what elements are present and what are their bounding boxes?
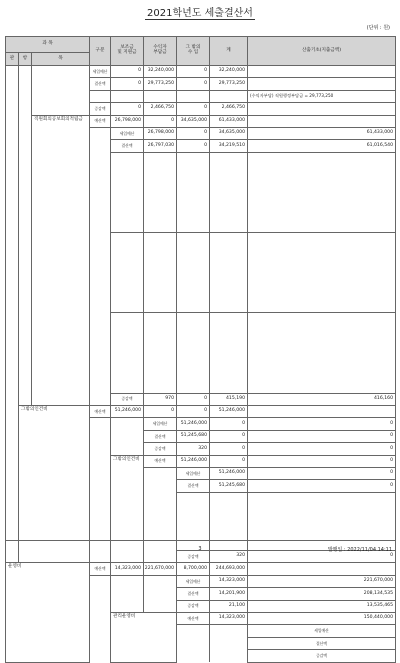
other-cell: 0 [177,406,210,418]
other-cell: 415,190 [210,393,248,405]
fee-cell: 2,466,750 [144,103,177,115]
fee-cell [177,152,210,232]
fee-cell: 0 [144,406,177,418]
fee-cell: 150,440,000 [248,613,396,625]
blank-cell [32,78,90,90]
blank-cell [90,152,111,232]
blank-cell [90,551,111,563]
other-cell: 0 [177,78,210,90]
fee-cell: 0 [177,393,210,405]
fee-cell: 0 [144,115,177,127]
other-cell: 0 [177,103,210,115]
budget-cell: 26,798,000 [144,127,177,139]
account-name: 그밖의인건비 [111,455,144,563]
blank-cell [90,430,111,442]
category-cell: 증감액 [144,443,177,455]
fee-cell: 32,240,000 [144,66,177,78]
total-cell: 244,693,000 [210,563,248,575]
category-cell [111,152,144,232]
blank-cell [90,650,111,662]
blank-cell [90,140,111,152]
blank-cell [32,103,90,115]
fee-cell: 0 [210,418,248,430]
header-gwan: 관 [6,53,19,66]
blank-cell [19,127,32,139]
blank-cell [6,418,19,430]
other-cell: 0 [248,443,396,455]
fee-cell: 0 [177,140,210,152]
category-cell: 세입예산 [177,468,210,480]
fee-cell: 0 [177,127,210,139]
category-cell: 결산액 [177,480,210,492]
other-cell [177,90,210,102]
table-row [6,406,396,418]
other-cell [210,313,248,393]
blank-cell [32,90,90,102]
category-cell [111,313,144,393]
category-cell: 세입예산 [177,575,210,587]
other-cell: 0 [177,66,210,78]
total-cell: 61,433,000 [248,127,396,139]
fee-cell: 0 [248,480,396,492]
budget-cell: 0 [111,78,144,90]
blank-cell [19,103,32,115]
basis-cell [248,406,396,418]
blank-cell [90,313,111,393]
budget-cell: 51,245,680 [210,480,248,492]
blank-cell [6,443,19,455]
basis-cell [248,115,396,127]
other-cell: 34,635,000 [177,115,210,127]
account-name: 그밖의인건비 [19,406,90,563]
blank-cell [177,650,210,662]
basis-cell [248,103,396,115]
fee-cell: 208,134,535 [248,588,396,600]
header-subject: 과 목 [6,37,90,53]
blank-cell [90,480,111,492]
blank-cell [144,480,177,492]
blank-cell [19,115,32,127]
blank-cell [144,551,177,563]
table-row [6,115,396,127]
total-cell: 61,016,540 [248,140,396,152]
blank-cell [111,575,144,587]
blank-cell [111,600,144,612]
header-other: 그 밖의 수 입 [177,37,210,66]
fee-cell [248,492,396,550]
budget-cell [144,233,177,313]
blank-cell [6,492,19,550]
blank-cell [19,78,32,90]
blank-cell [6,480,19,492]
header-hang: 항 [19,53,32,66]
budget-cell: 14,201,900 [210,588,248,600]
category-cell: 예산액 [144,455,177,467]
blank-cell [144,492,177,550]
category-cell: 세입예산 [111,127,144,139]
other-cell: 0 [248,430,396,442]
expenditure-table [5,36,396,663]
total-cell [210,90,248,102]
blank-cell [90,613,111,625]
blank-cell [111,443,144,455]
budget-cell: 0 [111,66,144,78]
other-cell: 34,219,510 [210,140,248,152]
other-cell: 0 [248,418,396,430]
total-cell [248,313,396,393]
fee-cell: 0 [248,468,396,480]
header-basis: 산출기초(지출금액) [248,37,396,66]
blank-cell [6,393,19,405]
budget-cell: 21,100 [210,600,248,612]
blank-cell [111,588,144,600]
blank-cell [6,66,19,78]
page-number: 3 [198,546,202,552]
blank-cell [19,66,32,78]
blank-cell [111,418,144,430]
blank-cell [90,393,111,405]
basis-cell: (수익자부담) 직원행정부담금 = 29,773,250 [248,90,396,102]
budget-cell: 0 [111,103,144,115]
budget-cell: 26,797,030 [144,140,177,152]
budget-cell: 14,323,000 [210,613,248,625]
blank-cell [210,650,248,662]
basis-cell [248,66,396,78]
blank-cell [177,637,210,649]
total-cell [248,152,396,232]
fee-cell [177,313,210,393]
blank-cell [6,233,19,313]
header-fee: 수익자 부담금 [144,37,177,66]
category-cell: 결산액 [144,430,177,442]
blank-cell [6,468,19,480]
blank-cell [19,152,32,232]
blank-cell [90,443,111,455]
total-cell: 416,160 [248,393,396,405]
category-cell: 예산액 [177,613,210,625]
total-cell: 29,773,250 [210,78,248,90]
blank-cell [210,637,248,649]
category-cell: 증감액 [177,600,210,612]
budget-cell [144,152,177,232]
blank-cell [19,313,32,393]
account-name: 운영비 [6,563,90,662]
budget-cell [210,492,248,550]
other-cell: 34,635,000 [210,127,248,139]
total-cell: 2,466,750 [210,103,248,115]
blank-cell [6,430,19,442]
blank-cell [6,140,19,152]
blank-cell [90,418,111,430]
category-cell: 세입예산 [248,625,396,637]
header-total: 계 [210,37,248,66]
total-cell: 51,246,000 [210,406,248,418]
blank-cell [19,233,32,313]
category-cell: 증감액 [177,551,210,563]
other-cell [210,233,248,313]
issued-date: 발행일 : 2022/11/04 14:11 [327,547,392,553]
budget-cell: 51,246,000 [177,455,210,467]
basis-cell [248,563,396,575]
category-cell: 예산액 [90,563,111,575]
budget-cell: 26,798,000 [111,115,144,127]
category-cell [90,90,111,102]
blank-cell [19,140,32,152]
blank-cell [90,625,111,637]
header-category: 구분 [90,37,111,66]
blank-cell [90,492,111,550]
blank-cell [6,115,19,127]
blank-cell [32,66,90,78]
fee-cell [144,90,177,102]
category-cell [111,233,144,313]
table-row [6,66,396,78]
category-cell: 예산액 [90,406,111,418]
table-row [6,90,396,102]
blank-cell [90,575,111,587]
blank-cell [6,127,19,139]
blank-cell [19,90,32,102]
table-row [6,78,396,90]
blank-cell [90,600,111,612]
blank-cell [6,78,19,90]
fee-cell: 0 [210,430,248,442]
category-cell: 결산액 [177,588,210,600]
basis-cell [248,78,396,90]
header-mok: 목 [32,53,90,66]
category-cell: 세입예산 [90,66,111,78]
footer-divider [5,540,395,541]
category-cell [177,492,210,550]
budget-cell [111,90,144,102]
fee-cell: 0 [210,443,248,455]
account-name: 직원회의공보회의적립금 [32,115,90,406]
total-cell: 61,433,000 [210,115,248,127]
blank-cell [6,152,19,232]
total-cell: 32,240,000 [210,66,248,78]
fee-cell: 29,773,250 [144,78,177,90]
category-cell: 세입예산 [144,418,177,430]
blank-cell [144,468,177,480]
blank-cell [90,468,111,480]
table-row [6,563,396,575]
category-cell: 결산액 [90,78,111,90]
budget-cell: 51,246,000 [177,418,210,430]
blank-cell [6,551,19,563]
document-title: 2021학년도 세출결산서 [147,8,253,19]
blank-cell [6,313,19,393]
budget-cell: 970 [144,393,177,405]
blank-cell [90,455,111,467]
budget-cell: 51,246,000 [111,406,144,418]
blank-cell [144,600,177,612]
fee-cell [177,233,210,313]
category-cell: 증감액 [248,650,396,662]
category-cell: 예산액 [90,115,111,127]
category-cell: 증감액 [90,103,111,115]
other-cell: 8,700,000 [177,563,210,575]
unit-label: (단위 : 원) [366,25,390,31]
budget-cell: 320 [210,551,248,563]
blank-cell [90,637,111,649]
category-cell: 결산액 [248,637,396,649]
blank-cell [90,233,111,313]
budget-cell: 51,245,680 [177,430,210,442]
blank-cell [90,127,111,139]
table-row [6,103,396,115]
fee-cell: 0 [210,455,248,467]
blank-cell [6,406,19,418]
blank-cell [210,625,248,637]
blank-cell [19,393,32,405]
blank-cell [90,588,111,600]
blank-cell [6,455,19,467]
budget-cell [144,313,177,393]
other-cell: 0 [248,455,396,467]
header-budget: 보조금 및 지원금 [111,37,144,66]
blank-cell [144,588,177,600]
budget-cell: 14,323,000 [111,563,144,575]
blank-cell [6,90,19,102]
budget-cell: 320 [177,443,210,455]
blank-cell [144,575,177,587]
category-cell: 결산액 [111,140,144,152]
blank-cell [111,430,144,442]
budget-cell: 51,246,000 [210,468,248,480]
fee-cell: 13,535,465 [248,600,396,612]
category-cell: 증감액 [111,393,144,405]
account-name: 관리운영비 [111,613,177,663]
blank-cell [177,625,210,637]
blank-cell [6,103,19,115]
fee-cell: 0 [248,551,396,563]
other-cell [210,152,248,232]
budget-cell: 14,323,000 [210,575,248,587]
total-cell [248,233,396,313]
fee-cell: 221,670,000 [248,575,396,587]
fee-cell: 221,670,000 [144,563,177,575]
